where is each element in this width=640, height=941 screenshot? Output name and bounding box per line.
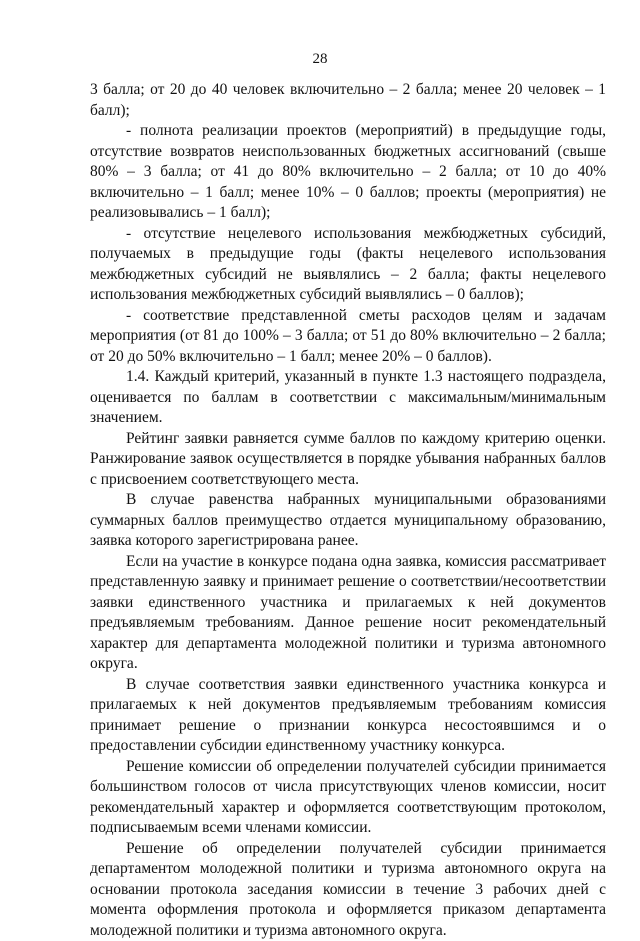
document-body	[90, 80, 606, 941]
paragraph-tie-break: В случае равенства набранных муниципальными образованиями суммарных баллов преимущество отдается муниципальному образованию, заявка которого зарегистрирована ранее.	[90, 490, 606, 552]
page-number: 28	[0, 50, 640, 68]
paragraph-criterion-subsidy-use: - отсутствие нецелевого использования межбюджетных субсидий, получаемых в предыдущие годы (факты нецелевого использования межбюджетных субсидий не выявлялись – 2 балла; факты нецелевого использования межбюджетных субсидий выявлялись – 0 баллов);	[90, 224, 606, 306]
paragraph-single-application: Если на участие в конкурсе подана одна заявка, комиссия рассматривает представленную заявку и принимает решение о соответствии/несоответствии заявки единственного участника и прилагаемых к ней документов предъявляемым требованиям. Данное решение носит рекомендательный характер для департамента молодежной политики и туризма автономного округа.	[90, 552, 606, 675]
paragraph-rating: Рейтинг заявки равняется сумме баллов по каждому критерию оценки. Ранжирование заявок осуществляется в порядке убывания набранных баллов с присвоением соответствующего места.	[90, 429, 606, 491]
paragraph-continuation: 3 балла; от 20 до 40 человек включительно – 2 балла; менее 20 человек – 1 балл);	[90, 80, 606, 121]
paragraph-criterion-budget-estimate: - соответствие представленной сметы расходов целям и задачам мероприятия (от 81 до 100% – 3 балла; от 51 до 80% включительно – 2 балла; от 20 до 50% включительно – 1 балл; менее 20% – 0 баллов).	[90, 306, 606, 368]
paragraph-criterion-project-completion: - полнота реализации проектов (мероприятий) в предыдущие годы, отсутствие возвратов неиспользованных бюджетных ассигнований (свыше 80% – 3 балла; от 41 до 80% включительно – 2 балла; от 10 до 40% включительно – 1 балл; менее 10% – 0 баллов; проекты (мероприятия) не реализовывались – 1 балл);	[90, 121, 606, 224]
paragraph-single-participant-compliance: В случае соответствия заявки единственного участника конкурса и прилагаемых к ней документов предъявляемым требованиям комиссия принимает решение о признании конкурса несостоявшимся и о предоставлении субсидии единственному участнику конкурса.	[90, 675, 606, 757]
paragraph-department-decision: Решение об определении получателей субсидии принимается департаментом молодежной политики и туризма автономного округа на основании протокола заседания комиссии в течение 3 рабочих дней с момента оформления протокола и оформляется приказом департамента молодежной политики и туризма автономного округа.	[90, 839, 606, 941]
paragraph-commission-decision: Решение комиссии об определении получателей субсидии принимается большинством голосов от числа присутствующих членов комиссии, носит рекомендательный характер и оформляется соответствующим протоколом, подписываемым всеми членами комиссии.	[90, 757, 606, 839]
paragraph-section-1-4: 1.4. Каждый критерий, указанный в пункте 1.3 настоящего подраздела, оценивается по баллам в соответствии с максимальным/минимальным значением.	[90, 367, 606, 429]
